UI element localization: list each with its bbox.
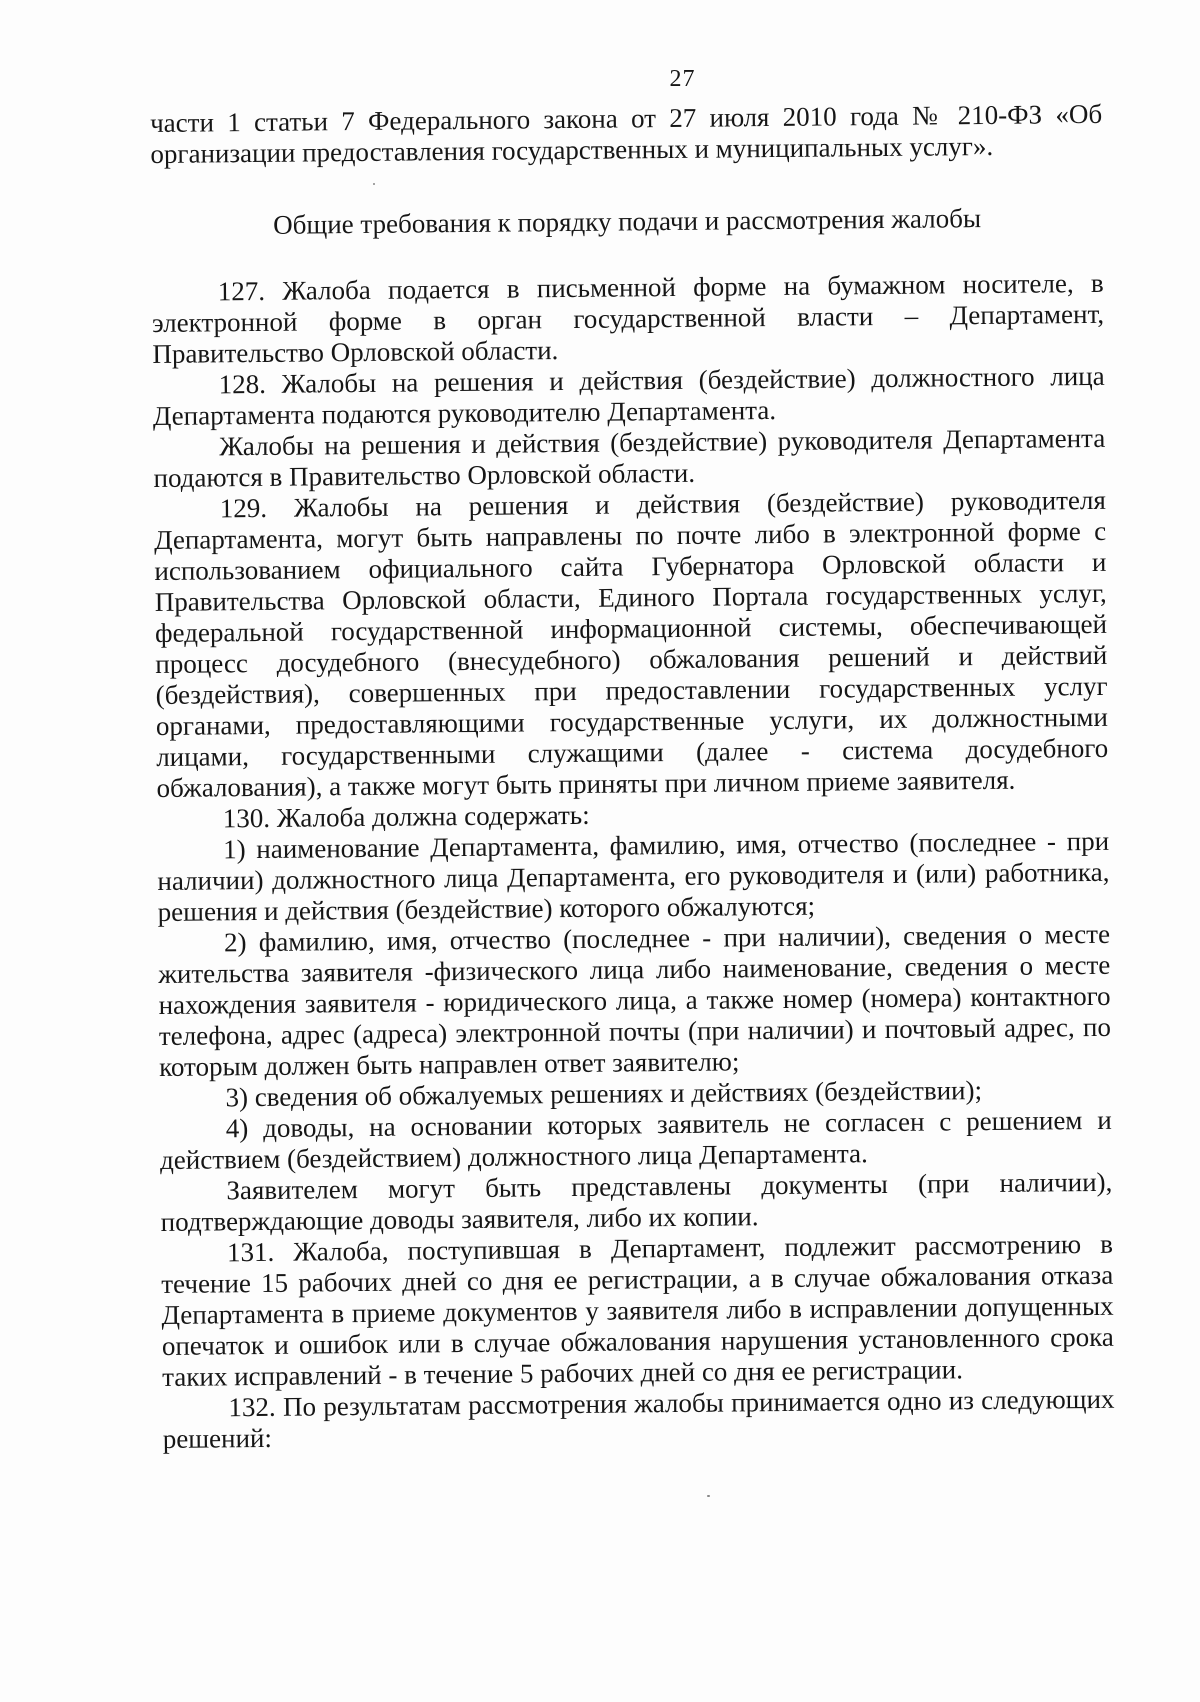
paragraph-129: 129. Жалобы на решения и действия (бездействие) руководителя Департамента, могут быть направлены по почте либо в электронной форме с использованием официального сайта Губернатора Орловской области и Правительства Орловской области, Единого Портала государственных услуг, федеральной государственной информационной системы, обеспечивающей процесс досудебного (внесудебного) обжалования решений и действий (бездействия), совершенных при предоставлении государственных услуг органами, предоставляющими государственные услуги, их должностными лицами, государственными служащими (далее - система досудебного обжалования), а также могут быть приняты при личном приеме заявителя. <box>154 484 1109 803</box>
paragraph-131: 131. Жалоба, поступившая в Департамент, подлежит рассмотрению в течение 15 рабочих дней со дня ее регистрации, а в случае обжалования отказа Департамента в приеме документов у заявителя либо в исправлении допущенных опечаток и ошибок или в случае обжалования нарушения установленного срока таких исправлений - в течение 5 рабочих дней со дня ее регистрации. <box>161 1228 1114 1392</box>
paragraph-documents: Заявителем могут быть представлены документы (при наличии), подтверждающие доводы заявителя, либо их копии. <box>160 1166 1113 1237</box>
paragraph-127: 127. Жалоба подается в письменной форме на бумажном носителе, в электронной форме в орган государственной власти – Департамент, Правительство Орловской области. <box>151 267 1105 369</box>
document-body <box>150 99 1115 1455</box>
paragraph-130: 130. Жалоба должна содержать: <box>222 799 590 834</box>
paragraph-128-second: Жалобы на решения и действия (бездействие) руководителя Департамента подаются в Правительство Орловской области. <box>153 422 1106 493</box>
list-item-1: 1) наименование Департамента, фамилию, имя, отчество (последнее - при наличии) должностного лица Департамента, его руководителя и (или) работника, решения и действия (бездействие) которого обжалуются; <box>157 825 1110 927</box>
scan-speck <box>373 183 375 185</box>
paragraph-132: 132. По результатам рассмотрения жалобы принимается одно из следующих решений: <box>162 1383 1115 1454</box>
list-item-3: 3) сведения об обжалуемых решениях и действиях (бездействии); <box>225 1075 983 1113</box>
page-number: 27 <box>669 66 696 92</box>
intro-paragraph: части 1 статьи 7 Федерального закона от 27 июля 2010 года № 210-ФЗ «Об организации предоставления государственных и муниципальных услуг». <box>150 98 1103 169</box>
section-heading: Общие требования к порядку подачи и рассмотрения жалобы <box>273 203 982 240</box>
scan-speck <box>707 1495 710 1497</box>
list-item-4: 4) доводы, на основании которых заявитель не согласен с решением и действием (бездействием) должностного лица Департамента. <box>159 1104 1112 1175</box>
paragraph-128: 128. Жалобы на решения и действия (бездействие) должностного лица Департамента подаются руководителю Департамента. <box>152 360 1105 431</box>
list-item-2: 2) фамилию, имя, отчество (последнее - при наличии), сведения о месте жительства заявителя -физического лица либо наименование, сведения о месте нахождения заявителя - юридического лица, а также номер (номера) контактного телефона, адрес (адреса) электронной почты (при наличии) и почтовый адрес, по которым должен быть направлен ответ заявителю; <box>158 918 1112 1082</box>
